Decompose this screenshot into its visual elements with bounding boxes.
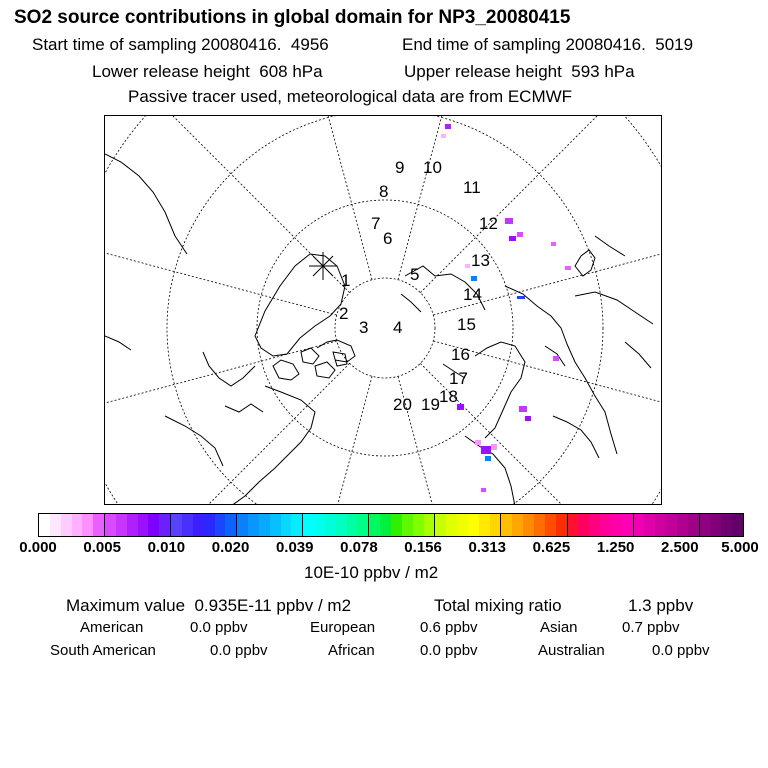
asia-east-coast [575, 236, 653, 368]
trajectory-labels [339, 158, 498, 414]
alaska-coast [317, 340, 355, 362]
colorbar-swatch [468, 514, 479, 536]
tracer-patch [551, 242, 556, 246]
colorbar-swatch [732, 514, 743, 536]
colorbar [38, 513, 744, 537]
page-title: SO2 source contributions in global domain for NP3_20080415 [14, 7, 571, 28]
canada-archipelago [273, 348, 347, 380]
colorbar-swatch [556, 514, 567, 536]
colorbar-swatch [413, 514, 424, 536]
region-name-south-american: South American [50, 642, 156, 659]
colorbar-swatch [644, 514, 655, 536]
total-mixing-label: Total mixing ratio [434, 596, 562, 615]
colorbar-swatch [391, 514, 402, 536]
coastlines [105, 154, 653, 505]
tracer-patch [505, 218, 513, 224]
tracer-patch [445, 124, 451, 129]
tracer-patch [475, 440, 481, 445]
end-time: End time of sampling 20080416. 5019 [402, 35, 694, 54]
colorbar-swatch [127, 514, 138, 536]
colorbar-swatch [512, 514, 523, 536]
colorbar-swatch [39, 514, 50, 536]
colorbar-swatch [236, 514, 248, 536]
colorbar-swatch [490, 514, 501, 536]
trajectory-label: 16 [451, 345, 470, 364]
region-value-european: 0.6 ppbv [420, 619, 478, 636]
colorbar-swatch [281, 514, 292, 536]
region-name-american: American [80, 619, 144, 636]
colorbar-swatch [578, 514, 589, 536]
region-name-australian: Australian [538, 642, 605, 659]
colorbar-swatch [336, 514, 347, 536]
trajectory-label: 12 [479, 214, 498, 233]
tracer-patch [519, 406, 527, 412]
trajectory-label: 13 [471, 251, 490, 270]
colorbar-swatch [215, 514, 226, 536]
region-name-european: European [310, 619, 376, 636]
region-value-american: 0.0 ppbv [190, 619, 248, 636]
colorbar-swatch [622, 514, 633, 536]
colorbar-swatch [368, 514, 380, 536]
colorbar-swatch [225, 514, 236, 536]
tracer-patch [491, 444, 497, 450]
colorbar-swatch [259, 514, 270, 536]
tracer-note: Passive tracer used, meteorological data are from ECMWF [128, 87, 573, 106]
tracer-patch [485, 456, 491, 461]
trajectory-label: 15 [457, 315, 476, 334]
region-name-asian: Asian [540, 619, 578, 636]
colorbar-swatch [357, 514, 368, 536]
colorbar-tick-label: 0.020 [211, 539, 250, 556]
tracer-patch [441, 134, 446, 138]
tracer-patch [517, 232, 523, 237]
trajectory-label: 19 [421, 395, 440, 414]
colorbar-tick-label: 5.000 [721, 539, 759, 556]
japan-korea [575, 250, 595, 276]
trajectory-label: 8 [379, 182, 389, 201]
colorbar-swatch [589, 514, 600, 536]
tracer-patch [509, 236, 516, 241]
trajectory-label: 10 [423, 158, 442, 177]
colorbar-tick-label: 1.250 [596, 539, 635, 556]
colorbar-swatch [434, 514, 446, 536]
colorbar-swatch [457, 514, 468, 536]
trajectory-label: 9 [395, 158, 405, 177]
region-value-asian: 0.7 ppbv [622, 619, 680, 636]
colorbar-swatch [402, 514, 413, 536]
colorbar-swatch [302, 514, 314, 536]
meridian-line [204, 116, 372, 280]
upper-release-height: Upper release height 593 hPa [404, 62, 635, 81]
trajectory-label: 2 [339, 304, 349, 323]
latitude-circle-50 [105, 116, 662, 505]
meridian-line [420, 116, 662, 293]
colorbar-swatch [270, 514, 281, 536]
trajectory-label: 11 [463, 178, 481, 197]
colorbar-swatch [600, 514, 611, 536]
colorbar-swatch [545, 514, 556, 536]
tracer-patch [517, 296, 525, 299]
colorbar-swatch [170, 514, 182, 536]
region-value-african: 0.0 ppbv [420, 642, 478, 659]
colorbar-swatch [72, 514, 83, 536]
colorbar-tick-label: 0.625 [532, 539, 571, 556]
trajectory-label: 5 [410, 265, 420, 284]
region-value-australian: 0.0 ppbv [652, 642, 710, 659]
colorbar-tick-label: 2.500 [661, 539, 699, 556]
trajectory-label: 7 [371, 214, 381, 233]
trajectory-label: 1 [341, 271, 351, 290]
colorbar-swatch [446, 514, 457, 536]
colorbar-swatch [159, 514, 170, 536]
colorbar-swatch [699, 514, 711, 536]
colorbar-tick-label: 0.000 [19, 539, 57, 556]
colorbar-swatch [380, 514, 391, 536]
colorbar-swatch [138, 514, 149, 536]
colorbar-swatch [567, 514, 579, 536]
latitude-circle-80 [335, 278, 435, 378]
tracer-patch [481, 488, 486, 492]
latitude-circle-60 [167, 116, 603, 505]
colorbar-swatch [633, 514, 645, 536]
map-canvas [105, 116, 662, 505]
start-time: Start time of sampling 20080416. 4956 [32, 35, 329, 54]
meridian-line [105, 341, 337, 505]
colorbar-swatch [677, 514, 688, 536]
colorbar-swatch [182, 514, 193, 536]
meridian-line [433, 341, 662, 505]
colorbar-tick-label: 0.005 [83, 539, 121, 556]
colorbar-swatch [116, 514, 127, 536]
max-value: Maximum value 0.935E-11 ppbv / m2 [66, 596, 352, 615]
colorbar-swatch [710, 514, 721, 536]
colorbar-tick-label: 0.039 [275, 539, 314, 556]
colorbar-swatch [347, 514, 358, 536]
polar-map [104, 115, 662, 505]
colorbar-swatch [523, 514, 534, 536]
tracer-patch [553, 356, 559, 361]
colorbar-swatch [479, 514, 490, 536]
meridian-lines [105, 116, 662, 505]
colorbar-tick-label: 0.010 [147, 539, 186, 556]
trajectory-label: 17 [449, 369, 468, 388]
colorbar-swatch [93, 514, 104, 536]
colorbar-swatch [424, 514, 435, 536]
colorbar-swatch [61, 514, 72, 536]
west-coast-north [105, 154, 187, 350]
colorbar-unit: 10E-10 ppbv / m2 [304, 563, 439, 582]
colorbar-swatch [666, 514, 677, 536]
trajectory-label: 20 [393, 395, 412, 414]
tracer-patch [471, 276, 477, 281]
meridian-line [204, 376, 372, 505]
colorbar-tick-label: 0.313 [468, 539, 507, 556]
tracer-patch [525, 416, 531, 421]
colorbar-swatch [314, 514, 325, 536]
colorbar-swatch [611, 514, 622, 536]
colorbar-swatch [688, 514, 699, 536]
colorbar-tick-label: 0.078 [340, 539, 378, 556]
trajectory-label: 14 [463, 285, 482, 304]
colorbar-swatch [204, 514, 215, 536]
colorbar-tick-label: 0.156 [404, 539, 442, 556]
europe-coast [505, 286, 617, 454]
mediterranean-coast [553, 416, 599, 458]
tracer-patch [565, 266, 571, 270]
colorbar-swatch [104, 514, 116, 536]
region-value-south-american: 0.0 ppbv [210, 642, 268, 659]
colorbar-swatch [193, 514, 204, 536]
colorbar-swatch [148, 514, 159, 536]
colorbar-swatch [534, 514, 545, 536]
total-mixing-value: 1.3 ppbv [628, 596, 694, 615]
hudson-bay [203, 352, 255, 386]
colorbar-swatch [325, 514, 336, 536]
colorbar-swatch [500, 514, 512, 536]
colorbar-swatch [82, 514, 93, 536]
colorbar-swatch [721, 514, 732, 536]
trajectory-label: 4 [393, 318, 403, 337]
trajectory-label: 6 [383, 229, 393, 248]
colorbar-swatch [50, 514, 61, 536]
lat-lon-grid [105, 116, 662, 505]
tracer-patch [465, 264, 470, 268]
colorbar-swatch [655, 514, 666, 536]
colorbar-swatch [291, 514, 302, 536]
trajectory-label: 18 [439, 387, 458, 406]
north-america-coast [165, 386, 315, 505]
lower-release-height: Lower release height 608 hPa [92, 62, 323, 81]
tracer-patch [481, 446, 491, 454]
colorbar-swatch [248, 514, 259, 536]
trajectory-label: 3 [359, 318, 369, 337]
region-name-african: African [328, 642, 375, 659]
tracer-patch [457, 404, 464, 410]
source-location-marker [309, 252, 337, 280]
